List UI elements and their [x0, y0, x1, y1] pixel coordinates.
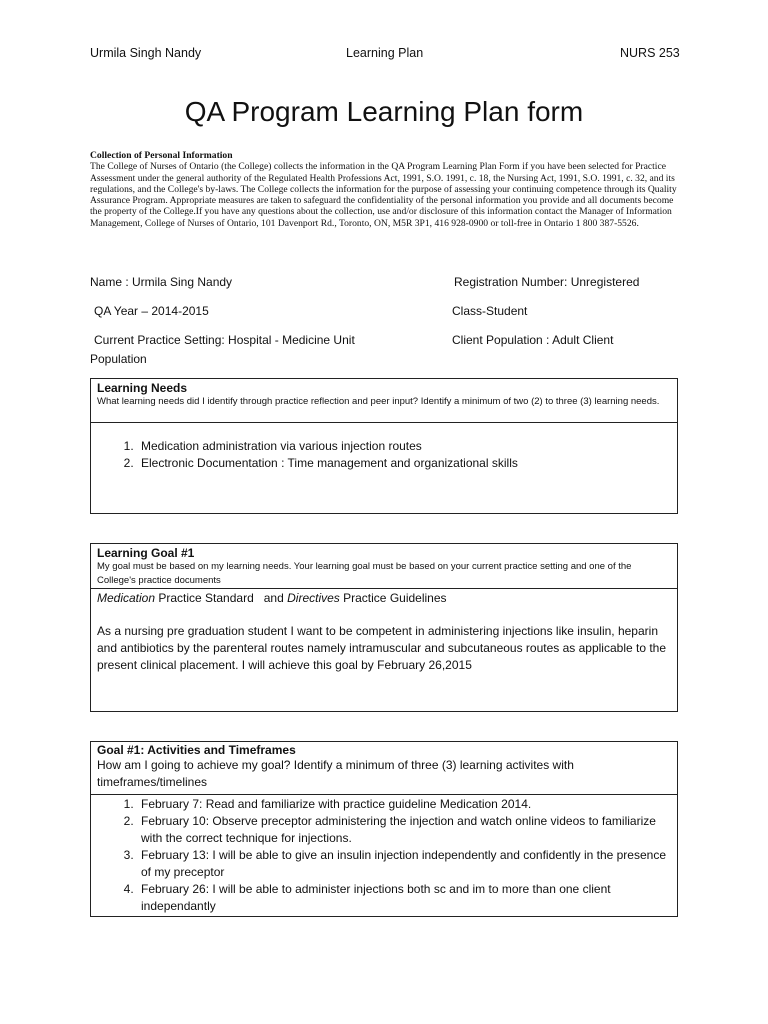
standard-text: Practice Standard and [155, 591, 288, 605]
client-population-field: Client Population : Adult Client [452, 333, 614, 347]
activities-instruction: How am I going to achieve my goal? Identify a minimum of three (3) learning activites with timeframes/timelines [97, 758, 574, 789]
header-course: NURS 253 [620, 46, 680, 60]
name-field: Name : Urmila Sing Nandy [90, 275, 233, 289]
list-item: 1. February 7: Read and familiarize with practice guideline Medication 2014. [137, 796, 677, 813]
goal-statement: As a nursing pre graduation student I want to be competent in administering injections like insulin, heparin and antibiotics by the parenteral routes namely intramuscular and subcutaneous routes as applicable to the present clinical placement. I will achieve this goal by February 26,2015 [97, 624, 667, 672]
practice-documents [97, 591, 671, 605]
activities-list [91, 796, 677, 915]
list-item: 1. Medication administration via various injection routes [137, 438, 677, 455]
learning-goal-content [91, 589, 677, 674]
class-field: Class-Student [452, 304, 528, 318]
practice-setting-field: Current Practice Setting: Hospital - Medicine Unit [94, 333, 355, 347]
learning-needs-instruction: What learning needs did I identify through practice reflection and peer input? Identify a minimum of two (2) to three (3) learning needs. [97, 396, 660, 407]
learning-goal-header [91, 544, 677, 589]
privacy-heading: Collection of Personal Information [90, 150, 233, 161]
list-item: 2. Electronic Documentation : Time management and organizational skills [137, 455, 677, 472]
directive-italic: Directives [287, 591, 340, 605]
registration-field: Registration Number: Unregistered [454, 275, 640, 289]
learning-goal-instruction: My goal must be based on my learning needs. Your learning goal must be based on your current practice setting and one of the College's practice documents [97, 561, 632, 586]
activities-heading: Goal #1: Activities and Timeframes [97, 743, 296, 757]
directive-text: Practice Guidelines [339, 591, 447, 605]
practice-setting-field-cont: Population [90, 352, 147, 366]
learning-needs-box [90, 378, 678, 514]
standard-italic: Medication [97, 591, 156, 605]
list-item: 4. February 26: I will be able to administer injections both sc and im to more than one client independantly [137, 881, 677, 915]
list-item: 2. February 10: Observe preceptor administering the injection and watch online videos to familiarize with the correct technique for injections. [137, 813, 677, 847]
privacy-notice [90, 150, 680, 229]
learning-needs-list [91, 438, 677, 472]
header-doc-type: Learning Plan [346, 46, 424, 60]
qa-year-field: QA Year – 2014-2015 [94, 304, 209, 318]
learning-needs-header [91, 379, 677, 423]
learning-goal-box [90, 543, 678, 712]
page-title: QA Program Learning Plan form [184, 96, 584, 127]
activities-box [90, 741, 678, 917]
list-item: 3. February 13: I will be able to give an insulin injection independently and confidently in the presence of my preceptor [137, 847, 677, 881]
activities-header [91, 742, 677, 795]
learning-goal-heading: Learning Goal #1 [97, 546, 195, 560]
learning-needs-heading: Learning Needs [97, 381, 188, 395]
header-author: Urmila Singh Nandy [90, 46, 202, 60]
privacy-body: The College of Nurses of Ontario (the College) collects the information in the QA Program Learning Plan Form if you have been selected for Practice Assessment under the general authority of the Regulated Health Professions Act, 1991, S.O. 1991, c. 18, the Nursing Act, 1991, S.O. 1991, c. 32, and its regulations, and the College's by-laws. The College collects the information for the purpose of assessing your continuing competence through its Quality Assurance Program. Appropriate measures are taken to safeguard the confidentiality of the personal information you provide and all documents become the property of the College.If you have any questions about the collection, use and/or disclosure of this information contact the Manager of Information Management, College of Nurses of Ontario, 101 Davenport Rd., Toronto, ON, M5R 3P1, 416 928-0900 or toll-free in Ontario 1 800 387-5526. [90, 161, 677, 229]
